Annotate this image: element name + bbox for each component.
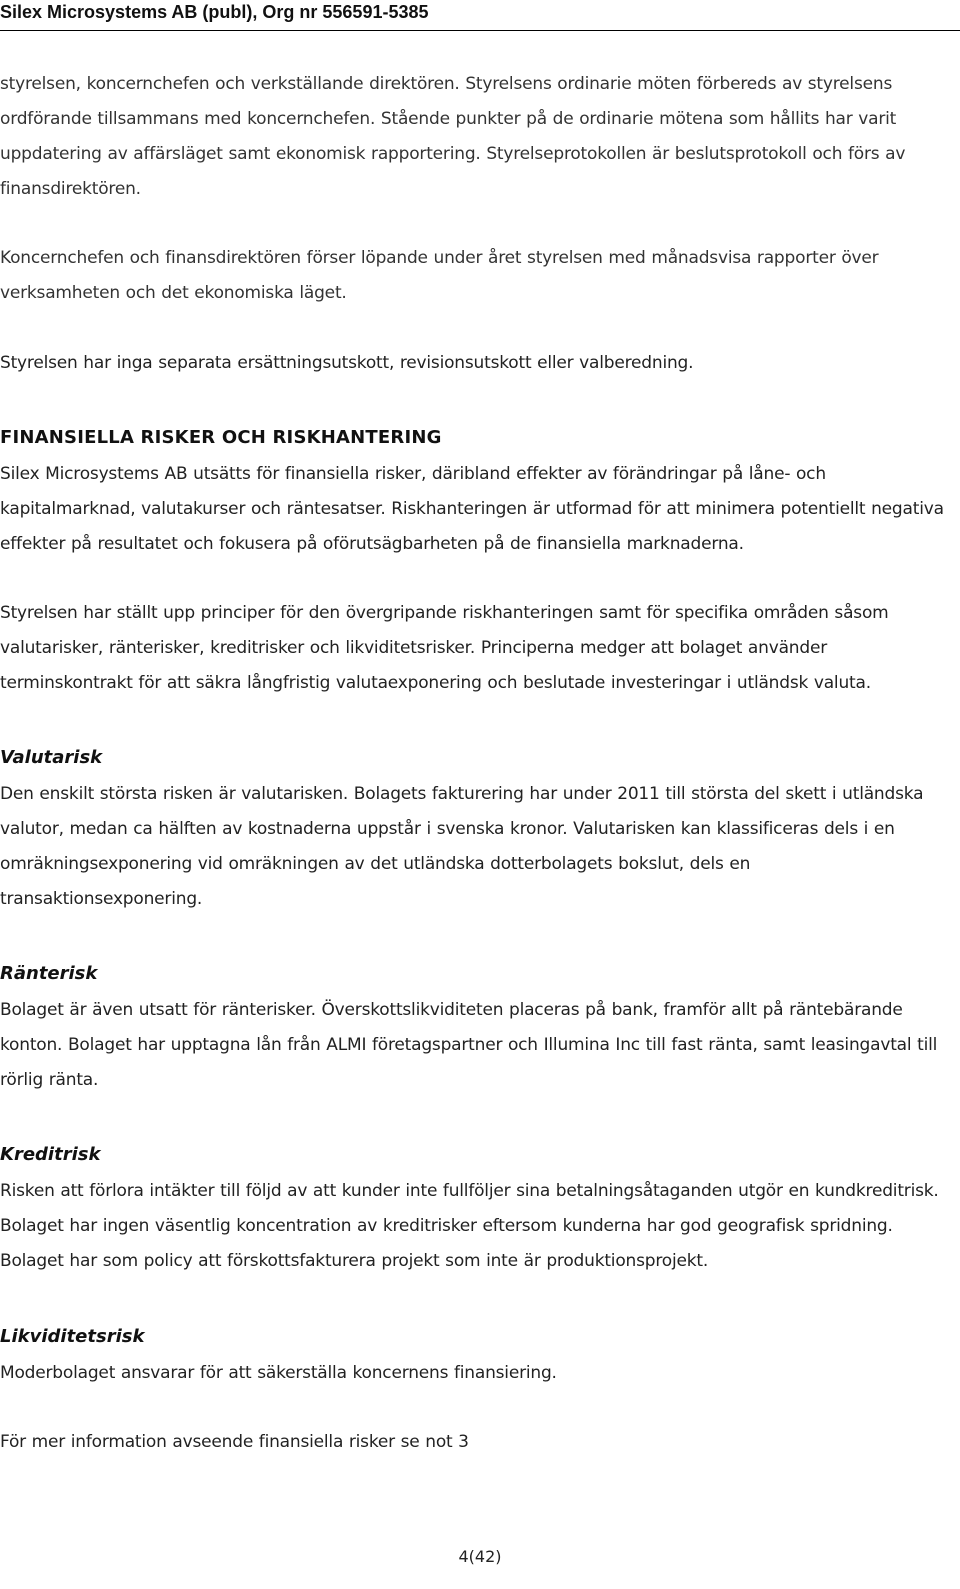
header-title: Silex Microsystems AB (publ), Org nr 556591-5385 bbox=[0, 2, 429, 22]
governance-paragraph-1: styrelsen, koncernchefen och verkställande direktören. Styrelsens ordinarie möten förbereds av styrelsens ordförande tillsammans med koncernchefen. Stående punkter på de ordinarie mötena som hållits har varit uppdatering av affärsläget samt ekonomisk rapportering. Styrelseprotokollen är beslutsprotokoll och förs av finansdirektören. bbox=[0, 74, 906, 199]
credit-risk-paragraph: Risken att förlora intäkter till följd av att kunder inte fullföljer sina betalningsåtaganden utgör en kundkreditrisk. Bolaget har ingen väsentlig koncentration av kreditrisker eftersom kunderna har god geografisk spridning. Bolaget har som policy att förskottsfakturera projekt som inte är produktionsprojekt. bbox=[0, 1181, 939, 1271]
currency-risk-paragraph: Den enskilt största risken är valutarisken. Bolagets fakturering har under 2011 till största del skett i utländska valutor, medan ca hälften av kostnaderna uppstår i svenska kronor. Valutarisken kan klassificeras dels i en omräkningsexponering vid omräkningen av det utländska dotterbolagets bokslut, dels en transaktionsexponering. bbox=[0, 784, 924, 909]
governance-paragraph-2: Koncernchefen och finansdirektören förser löpande under året styrelsen med månadsvisa rapporter över verksamheten och det ekonomiska läget. bbox=[0, 248, 879, 303]
governance-paragraph-3: Styrelsen har inga separata ersättningsutskott, revisionsutskott eller valberedning. bbox=[0, 353, 694, 373]
section-heading: FINANSIELLA RISKER OCH RISKHANTERING bbox=[0, 427, 442, 448]
interest-risk-heading: Ränterisk bbox=[0, 963, 98, 984]
currency-risk-heading: Valutarisk bbox=[0, 747, 103, 768]
liquidity-risk-heading: Likviditetsrisk bbox=[0, 1326, 145, 1347]
document-header bbox=[0, 0, 960, 31]
closing-reference: För mer information avseende finansiella risker se not 3 bbox=[0, 1432, 469, 1452]
page-number: 4(42) bbox=[458, 1547, 502, 1566]
liquidity-risk-paragraph: Moderbolaget ansvarar för att säkerställa koncernens finansiering. bbox=[0, 1363, 557, 1383]
interest-risk-paragraph: Bolaget är även utsatt för ränterisker. Överskottslikviditeten placeras på bank, framför allt på räntebärande konton. Bolaget har upptagna lån från ALMI företagspartner och Illumina Inc till fast ränta, samt leasingavtal till rörlig ränta. bbox=[0, 1000, 938, 1090]
section-intro-paragraph: Silex Microsystems AB utsätts för finansiella risker, däribland effekter av förändringar på låne- och kapitalmarknad, valutakurser och räntesatser. Riskhanteringen är utformad för att minimera potentiellt negativa effekter på resultatet och fokusera på oförutsägbarheten på de finansiella marknaderna. bbox=[0, 464, 944, 554]
section-principles-paragraph: Styrelsen har ställt upp principer för den övergripande riskhanteringen samt för specifika områden såsom valutarisker, ränterisker, kreditrisker och likviditetsrisker. Principerna medger att bolaget använder terminskontrakt för att säkra långfristig valutaexponering och beslutade investeringar i utländsk valuta. bbox=[0, 603, 889, 693]
credit-risk-heading: Kreditrisk bbox=[0, 1144, 101, 1165]
